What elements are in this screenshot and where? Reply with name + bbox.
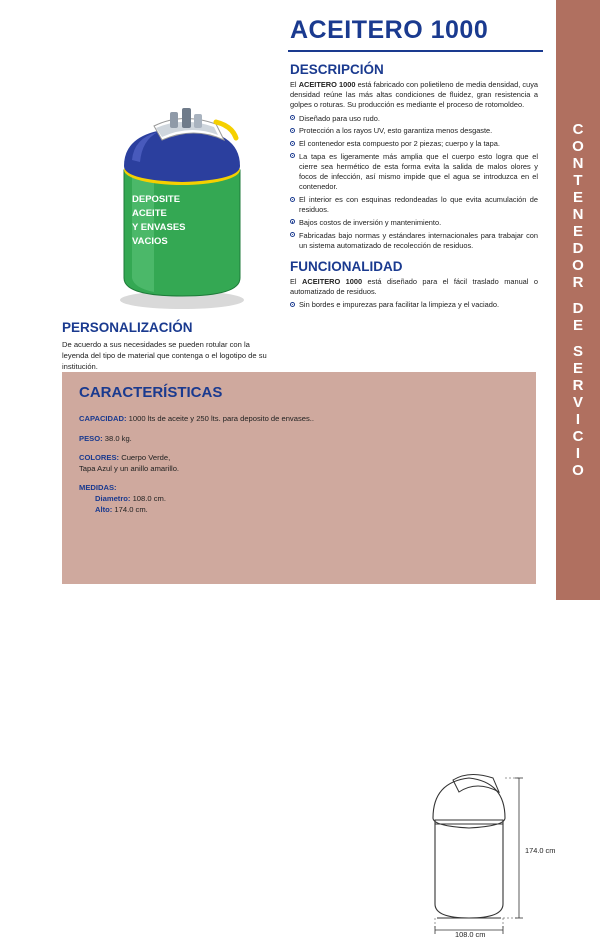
medida-diametro: [95, 494, 339, 505]
medida-alto: [95, 505, 339, 516]
medidas-label: MEDIDAS:: [79, 483, 117, 493]
list-item-text: Diseñado para uso rudo.: [299, 113, 380, 123]
bullet-circle-icon: [290, 232, 295, 237]
side-banner-text: C O N T E N E D O R D E S E R V I C I O: [572, 121, 584, 479]
personalizacion-text: De acuerdo a sus necesidades se pueden rotular con la leyenda del tipo de material que contenga o el logotipo de su institución.: [62, 340, 267, 371]
caracteristica-capacidad: [79, 414, 339, 425]
list-item-text: La tapa es ligeramente más amplia que el cuerpo esto logra que el cierre sea hermético de esta forma evita la salida de malos olores y focos de infección, así mismo impide que el agua se introduzca en el contenedor.: [299, 151, 538, 192]
funcionalidad-intro-pre: El: [290, 277, 303, 287]
svg-text:DEPOSITE: DEPOSITE: [132, 194, 181, 205]
list-item: [290, 126, 538, 136]
funcionalidad-intro-bold: ACEITERO 1000: [302, 277, 363, 287]
peso-label: PESO:: [79, 433, 103, 443]
bullet-circle-icon: [290, 302, 295, 307]
diametro-label: Diametro:: [95, 493, 131, 503]
list-item-text: El interior es con esquinas redondeadas lo que evita acumulación de residuos.: [299, 195, 538, 215]
descripcion-intro-pre: El: [290, 80, 299, 89]
page-title: ACEITERO 1000: [290, 16, 489, 44]
list-item: [290, 152, 538, 193]
diametro-value: 108.0 cm.: [132, 493, 166, 503]
descripcion-heading: DESCRIPCIÓN: [290, 62, 384, 77]
list-item: [290, 114, 538, 124]
alto-value: 174.0 cm.: [114, 504, 148, 514]
list-item-text: El contenedor esta compuesto por 2 piezas; cuerpo y la tapa.: [299, 139, 500, 149]
descripcion-bullet-list: [290, 114, 538, 251]
svg-text:Y ENVASES: Y ENVASES: [132, 222, 186, 233]
personalizacion-section: [62, 320, 272, 372]
list-item: [290, 195, 538, 215]
bullet-circle-icon: [290, 128, 295, 133]
bullet-circle-icon: [290, 115, 295, 120]
funcionalidad-bullet-list: [290, 300, 538, 310]
alto-label: Alto:: [95, 504, 113, 514]
colores-value: Cuerpo Verde,: [121, 453, 171, 463]
list-item-text: Fabricadas bajo normas y estándares internacionales para trabajar con un sistema automatizado de recolección de residuos.: [299, 230, 538, 250]
caracteristica-medidas: [79, 483, 339, 515]
personalizacion-heading: PERSONALIZACIÓN: [62, 320, 193, 335]
bullet-circle-icon: [290, 141, 295, 146]
side-banner: [556, 0, 600, 600]
caracteristica-peso: [79, 434, 339, 445]
colores-value-2: Tapa Azul y un anillo amarillo.: [79, 463, 180, 473]
list-item: [290, 231, 538, 251]
list-item: [290, 218, 538, 228]
product-illustration: [98, 82, 266, 312]
list-item: [290, 139, 538, 149]
funcionalidad-intro-post: está diseñado para el fácil traslado manual o automatizado de residuos.: [290, 277, 538, 297]
width-dimension-label: 108.0 cm: [455, 930, 486, 939]
caracteristicas-panel: [62, 372, 556, 939]
funcionalidad-heading: FUNCIONALIDAD: [290, 259, 403, 275]
peso-value: 38.0 kg.: [104, 433, 132, 443]
capacidad-value: 1000 lts de aceite y 250 lts. para deposito de envases..: [128, 414, 314, 423]
height-dimension-label: 174.0 cm: [525, 846, 556, 855]
caracteristicas-heading: CARACTERÍSTICAS: [79, 384, 223, 401]
descripcion-intro-bold: ACEITERO 1000: [298, 80, 356, 89]
bullet-circle-icon: [290, 153, 295, 158]
list-item: [290, 300, 538, 310]
descripcion-intro-post: está fabricado con polietileno de media densidad, cuya densidad reúne las más altas condiciones de fluidez, gran resistencia a golpes o roturas. Su producción es mediante el proceso de rotomoldeo.: [290, 80, 539, 110]
bullet-circle-icon: [290, 219, 295, 224]
list-item-text: Protección a los rayos UV, esto garantiza menos desgaste.: [299, 126, 493, 136]
caracteristicas-list: [79, 414, 339, 524]
list-item-text: Bajos costos de inversión y mantenimiento.: [299, 217, 442, 227]
title-underline: [288, 50, 543, 52]
funcionalidad-intro: [290, 277, 538, 297]
svg-text:ACEITE: ACEITE: [132, 208, 167, 219]
descripcion-intro: [290, 80, 538, 111]
list-item-text: Sin bordes e impurezas para facilitar la limpieza y el vaciado.: [299, 300, 500, 310]
technical-drawing: [407, 758, 557, 943]
svg-text:VACIOS: VACIOS: [132, 236, 168, 247]
caracteristica-colores: [79, 453, 339, 474]
description-column: [290, 62, 538, 313]
capacidad-label: CAPACIDAD:: [79, 414, 127, 423]
colores-label: COLORES:: [79, 453, 120, 463]
bullet-circle-icon: [290, 197, 295, 202]
